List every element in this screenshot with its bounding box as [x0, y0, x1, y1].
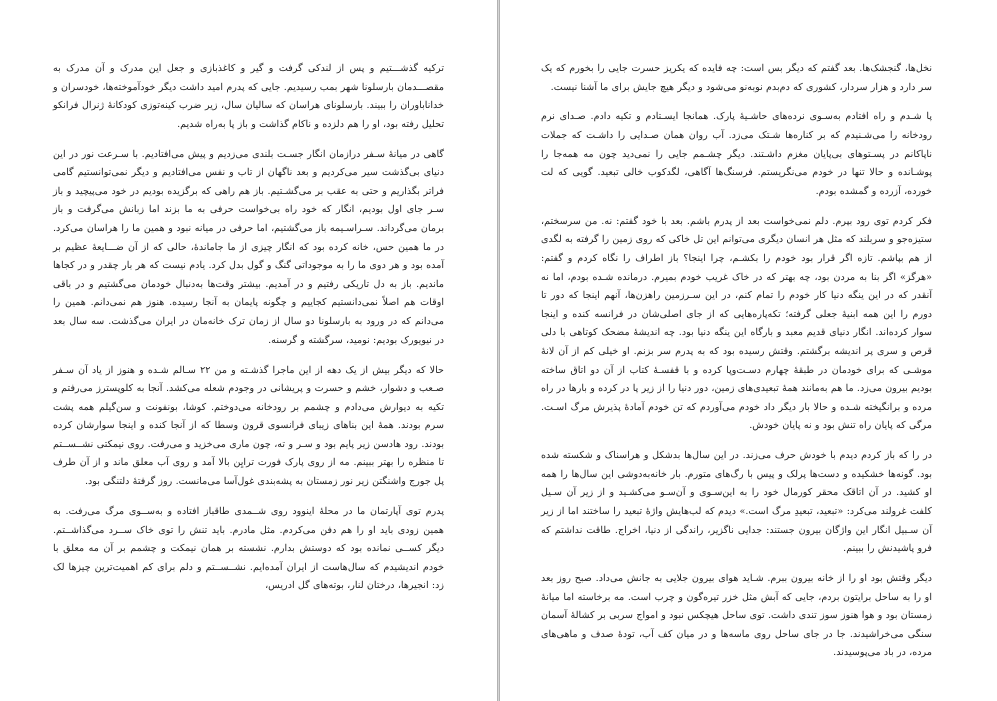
right-page-paragraph-3: فکر کردم توی رود بپرم. دلم نمی‌خواست بعد از پدرم باشم. بعد با خود گفتم: نه. من سرسختم، ستیزه‌جو و سربلند که مثل هر انسان دیگری می‌توانم این تل خاکی که روی زمین را گرفته به لگدی از هم بپاشم. تازه اگر قرار بود خودم را بکشـم، چرا اینجا؟ باز اطراف را نگاه کردم و گفتم: «هرگز» اگر بنا به مردن بود، چه بهتر که در خاک غریب خودم بمیرم. درمانده شـده بودم، اما نه آنقدر که در این ینگه دنیا کار خودم را تمام کنم، در این سـرزمین راهزن‌ها، آنهم اینجا که دور تا دورم را این همه ابنیهٔ جعلی گرفته؛ تکه‌پاره‌هایی که از جای اصلی‌شان در فرانسه کنده و اینجا سوار کرده‌اند. انگار دنیای قدیم معبد و بارگاه این ینگه دنیا بود. چه اندیشهٔ مضحک کوتاهی‌ با دلی قرص و سری پر اندیشه برگشتم. وقتش رسیده بود که به پدرم سر بزنم. او خیلی کم از آن لانهٔ موشـی که برای خودمان در طبقهٔ چهارم دسـت‌وپا کرده و با قفسـهٔ کتاب از آن دو اتاق ساخته بودیم بیرون می‌زد. ما هم به‌مانند همهٔ تبعیدی‌های زمین، دور دنیا را از زیر پا در کرده و بارها در راه مرده و برانگیخته شـده و حالا بار دیگر داد خودم می‌آوردم که تن خودم آمادهٔ پذیرش مرگ اسـت. مرگی که پایان راه تنش بود و نه پایان خودش.: [541, 215, 932, 432]
right-page: [500, 0, 997, 701]
right-page-paragraph-1: نخل‌ها، گنجشک‌ها. بعد گفتم که دیگر بس است: چه فایده که یکریز حسرت جایی را بخورم که یک سر دارد و هزار سردار، کشوری که دم‌بدم نوبه‌نو می‌شود و دیگر هیچ جایش برای ما آشنا نیست.: [541, 63, 932, 93]
left-page-paragraph-3: حالا که دیگر بیش از یک دهه از این ماجرا گذشـته و من ۲۲ سـالم شـده و هنوز از یاد آن سـفر صـعب و دشوار، خشم و حسرت و پریشانی در وجودم شعله می‌کشد. آنجا به کلوپسترز می‌رفتم و تکیه به دیوارش می‌دادم و چشمم بر رودخانه می‌دوختم. کوشا، بونفونت و سن‌گیلم همه پشت سرم بودند. همهٔ این بناهای زیبای فرانسوی قرون وسطا که از آنجا کنده و اینجا سوارشان کرده بودند. رود هادسن زیر پایم بود و سـر و ته، چون ماری می‌خزید و می‌رفت. روی نیمکتی نشــســتم تا منظره را بهتر ببینم. مه از روی پارک فورت ترایِن بالا آمد و روی آب معلق ماند و از آن طرف پل جورج واشنگتن زیر نور زمستان به پشه‌بندی غول‌آسا می‌مانست. روز گرفتهٔ دلتنگی بود.: [53, 364, 444, 488]
left-page-paragraph-1: ترکیه گذشـــتیم و پس از لندکی گرفت و گیر و کاغذبازی و جعل این مدرک و آن مدرک به مقصـــدمان بارسلونا شهر بمب رسیدیم. جایی که پدرم امید داشت دیگر خودآموخته‌ها، خودسران و خداناباوران را ببیند. بارسلونای هراسان که سالیان سال، زیر ضرب کینه‌توزی کودکانهٔ ژنرال فرانکو تحلیل رفته بود، او را هم دلزده و ناکام گذاشت و باز پا به‌راه شدیم.: [53, 63, 444, 130]
right-page-paragraph-5: دیگر وقتش بود او را از خانه بیرون ببرم. شـاید هوای بیرون جلایی به جانش می‌داد. صبح روز بعد او را به ساحل برایتون بردم، جایی که آبش مثل خزر تیره‌گون و چرب است. مه برخاسته اما میانهٔ زمستان بود و هوا هنوز سوز تندی داشت. توی ساحل هیچکس نبود و امواج سربی بر کشالهٔ آسمان سنگی می‌خراشیدند. جا در جای ساحل روی ماسه‌ها و در میان کف آب، تودهٔ صدف و ماهی‌های مرده، در باد می‌پوسیدند.: [541, 573, 932, 659]
left-page-paragraph-2: گاهی در میانهٔ سـفر درازمان انگار جسـت بلندی می‌زدیم و پیش می‌افتادیم. با سـرعت نور در این دنیای بی‌گذشت سیر می‌کردیم و بعد ناگهان از تاب و نفس می‌افتادیم و دیگر نمی‌توانستیم گامی فراتر بگذاریم و حتی به عقب بر می‌گشـتیم. باز هم راهی که برگزیده بودیم در خود می‌پیچید و باز سـر جای اول بودیم، انگار که خود راه بی‌خواست حرفی به ما بزند اما زبانش می‌گرفت و باز برمان می‌گرداند. سـراسـیمه باز می‌گشتیم، اما حرفی در میانه نبود و همین ما را هراسان می‌کرد. در ما همین حس، خانه کرده بود که انگار چیزی از ما جاماندهٔ، حالی که از آن ضـــایعهٔ عظیم بر آمده بود و هر دوی ما را به موجوداتی گنگ و گول بدل کرد. یادم نیست که هر بار چقدر و در کجاها ماندیم. باز به دل تاریکی رفتیم و در آمدیم. بیشتر وقت‌ها به‌دنبال خودمان می‌گشتیم و در باقی اوقات هم اصلاً نمی‌دانستیم کجاییم و چگونه پایمان به آنجا رسیده. هنوز هم نمی‌دانم. همین را می‌دانم که در ورود به بارسلونا دو سال از زمان ترک خانه‌مان در ایران می‌گذشت. سه سال بعد در نیویورک بودیم: نومید، سرگشته و گرسنه.: [53, 148, 444, 346]
left-page-paragraph-4: پدرم توی آپارتمان ما در محلهٔ اینوود روی شــمدی طاقباز افتاده و به‌ســوی مرگ می‌رفت. به همین زودی باید او را هم دفن می‌کردم. مثل مادرم. باید تنش را توی خاک ســرد می‌گذاشــتم. دیگر کســی نمانده بود که دوستش بدارم. نشسته بر همان نیمکت و چشمم بر آن مه معلق با خودم اندیشیدم که سال‌هاست از ایران آمده‌ایم. نشــســتم و دلم برای کم اهمیت‌ترین چیزها لک زد: انجیرها، درختان لنار، بوته‌های گل ادریس،: [53, 505, 444, 592]
left-page: [0, 0, 497, 701]
right-page-paragraph-4: در را که باز کردم دیدم با خودش حرف می‌زند. در این سال‌ها بدشکل و هراسناک و شکسته شده بود. گونه‌ها خشکیده و دست‌ها پرلک و پیس با رگ‌های متورم. بار خانه‌به‌دوشی این سال‌ها را همه او کشید. در آن اتاقک محقر کورمال خود را به این‌سـوی و آن‌سـو می‌کشـید و از زیر آن سـیل کلفت غرولند می‌کرد: «تبعید، تبعیدِ مرگ است.» دیدم که لب‌هایش واژهٔ تبعید را ساختند اما از زیر آن سـبیل انگار این واژگان بیرون جستند: جدایی ناگزیر، راندگی از دنیا، اخراج. طاقت نداشتم که فرو پاشیدنش را ببینم.: [541, 450, 932, 555]
right-page-paragraph-2: پا شـدم و راه افتادم به‌سـوی نرده‌های حاشـیهٔ پارک. همانجا ایسـتادم و تکیه دادم. صـدای نرم رودخانه را می‌شـنیدم که بر کناره‌ها شـتک می‌زد. آب روان همان صـدایی را داشـت که جملات ناپاکانم در پسـتوهای بی‌پایان مغزم داشـتند. دیگر چشـمم جایی را نمی‌دید چون مه همه‌جا را پوشـانده و حالا تنها در خودم می‌نگریستم. فرسنگ‌ها آگاهی، لگدکوب خالی تبعید. گویی که لت خورده، آزرده و گمشده بودم.: [541, 111, 932, 197]
